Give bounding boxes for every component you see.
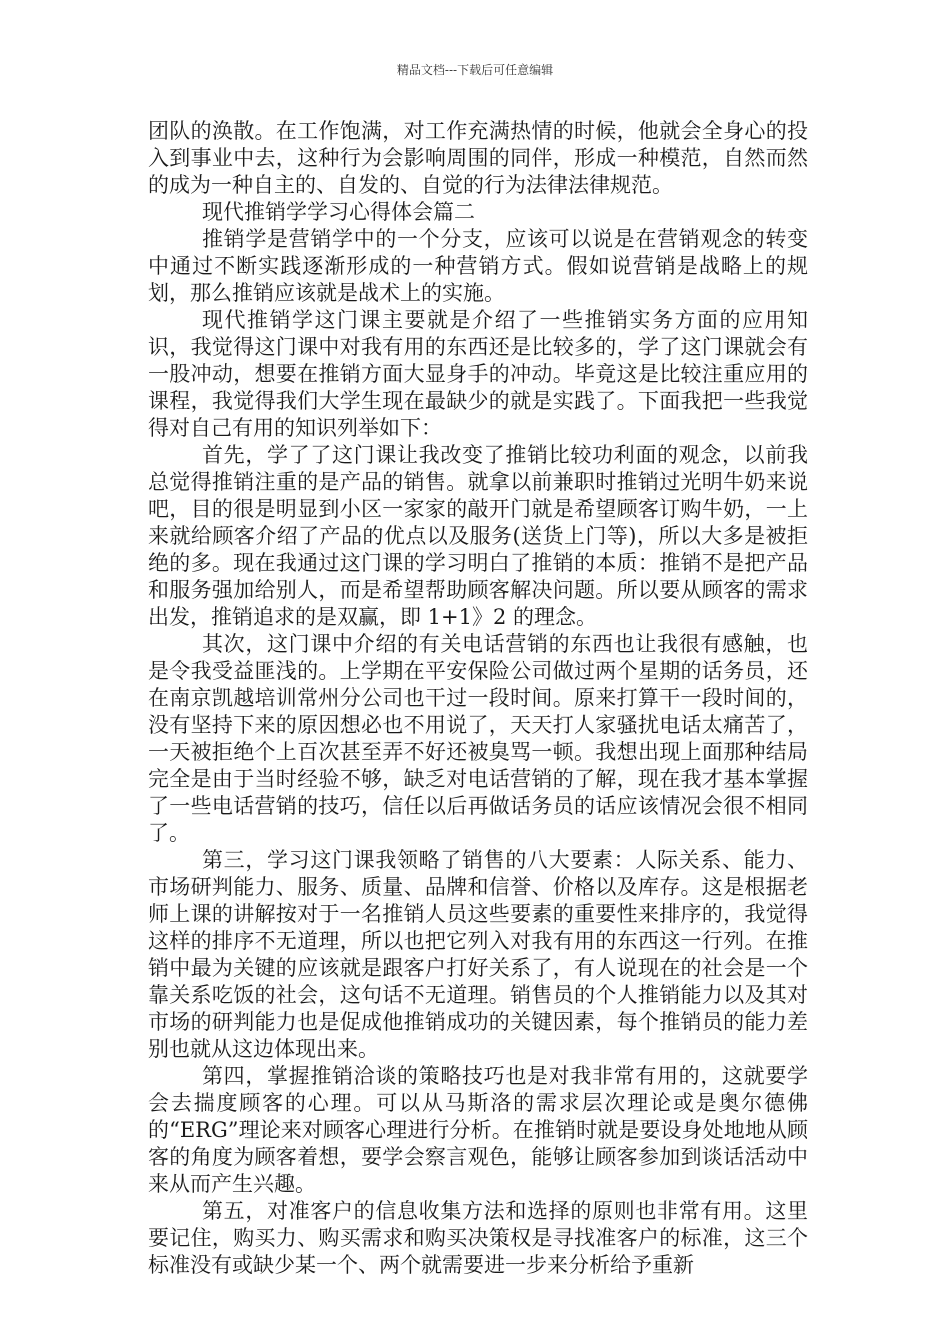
paragraph-8: 第五，对准客户的信息收集方法和选择的原则也非常有用。这里要记住，购买力、购买需求和购买决策权是寻找准客户的标准，这三个标准没有或缺少某一个、两个就需要进一步来分析给予重新 [148,1199,808,1277]
paragraph-3: 现代推销学这门课主要就是介绍了一些推销实务方面的应用知识，我觉得这门课中对我有用的东西还是比较多的，学了这门课就会有一股冲动，想要在推销方面大显身手的冲动。毕竟这是比较注重应用的课程，我觉得我们大学生现在最缺少的就是实践了。下面我把一些我觉得对自己有用的知识列举如下： [148,308,808,440]
paragraph-5: 其次，这门课中介绍的有关电话营销的东西也让我很有感触，也是令我受益匪浅的。上学期在平安保险公司做过两个星期的话务员，还在南京凯越培训常州分公司也干过一段时间。原来打算干一段时间的，没有坚持下来的原因想必也不用说了，天天打人家骚扰电话太痛苦了，一天被拒绝个上百次甚至弄不好还被臭骂一顿。我想出现上面那种结局完全是由于当时经验不够，缺乏对电话营销的了解，现在我才基本掌握了一些电话营销的技巧，信任以后再做话务员的话应该情况会很不相同了。 [148,632,808,845]
paragraph-2: 推销学是营销学中的一个分支，应该可以说是在营销观念的转变中通过不断实践逐渐形成的一种营销方式。假如说营销是战略上的规划，那么推销应该就是战术上的实施。 [148,227,808,305]
page-header: 精品文档---下载后可任意编辑 [396,63,554,77]
section-heading: 现代推销学学习心得体会篇二 [202,200,475,224]
paragraph-6: 第三，学习这门课我领略了销售的八大要素：人际关系、能力、市场研判能力、服务、质量、品牌和信誉、价格以及库存。这是根据老师上课的讲解按对于一名推销人员这些要素的重要性来排序的，我觉得这样的排序不无道理，所以也把它列入对我有用的东西这一行列。在推销中最为关键的应该就是跟客户打好关系了，有人说现在的社会是一个靠关系吃饭的社会，这句话不无道理。销售员的个人推销能力以及其对市场的研判能力也是促成他推销成功的关键因素，每个推销员的能力差别也就从这边体现出来。 [148,848,808,1061]
paragraph-7: 第四，掌握推销洽谈的策略技巧也是对我非常有用的，这就要学会去揣度顾客的心理。可以从马斯洛的需求层次理论或是奥尔德佛的“ERG”理论来对顾客心理进行分析。在推销时就是要设身处地地从顾客的角度为顾客着想，要学会察言观色，能够让顾客参加到谈话活动中来从而产生兴趣。 [148,1064,808,1196]
paragraph-1: 团队的涣散。在工作饱满，对工作充满热情的时候，他就会全身心的投入到事业中去，这种行为会影响周围的同伴，形成一种模范，自然而然的成为一种自主的、自发的、自觉的行为法律法律规范。 [148,119,808,197]
paragraph-4: 首先，学了了这门课让我改变了推销比较功利面的观念，以前我总觉得推销注重的是产品的销售。就拿以前兼职时推销过光明牛奶来说吧，目的很是明显到小区一家家的敲开门就是希望顾客订购牛奶，一上来就给顾客介绍了产品的优点以及服务(送货上门等)，所以大多是被拒绝的多。现在我通过这门课的学习明白了推销的本质：推销不是把产品和服务强加给别人，而是希望帮助顾客解决问题。所以要从顾客的需求出发，推销追求的是双赢，即 1+1》2 的理念。 [148,443,808,629]
document-body [148,118,808,1279]
